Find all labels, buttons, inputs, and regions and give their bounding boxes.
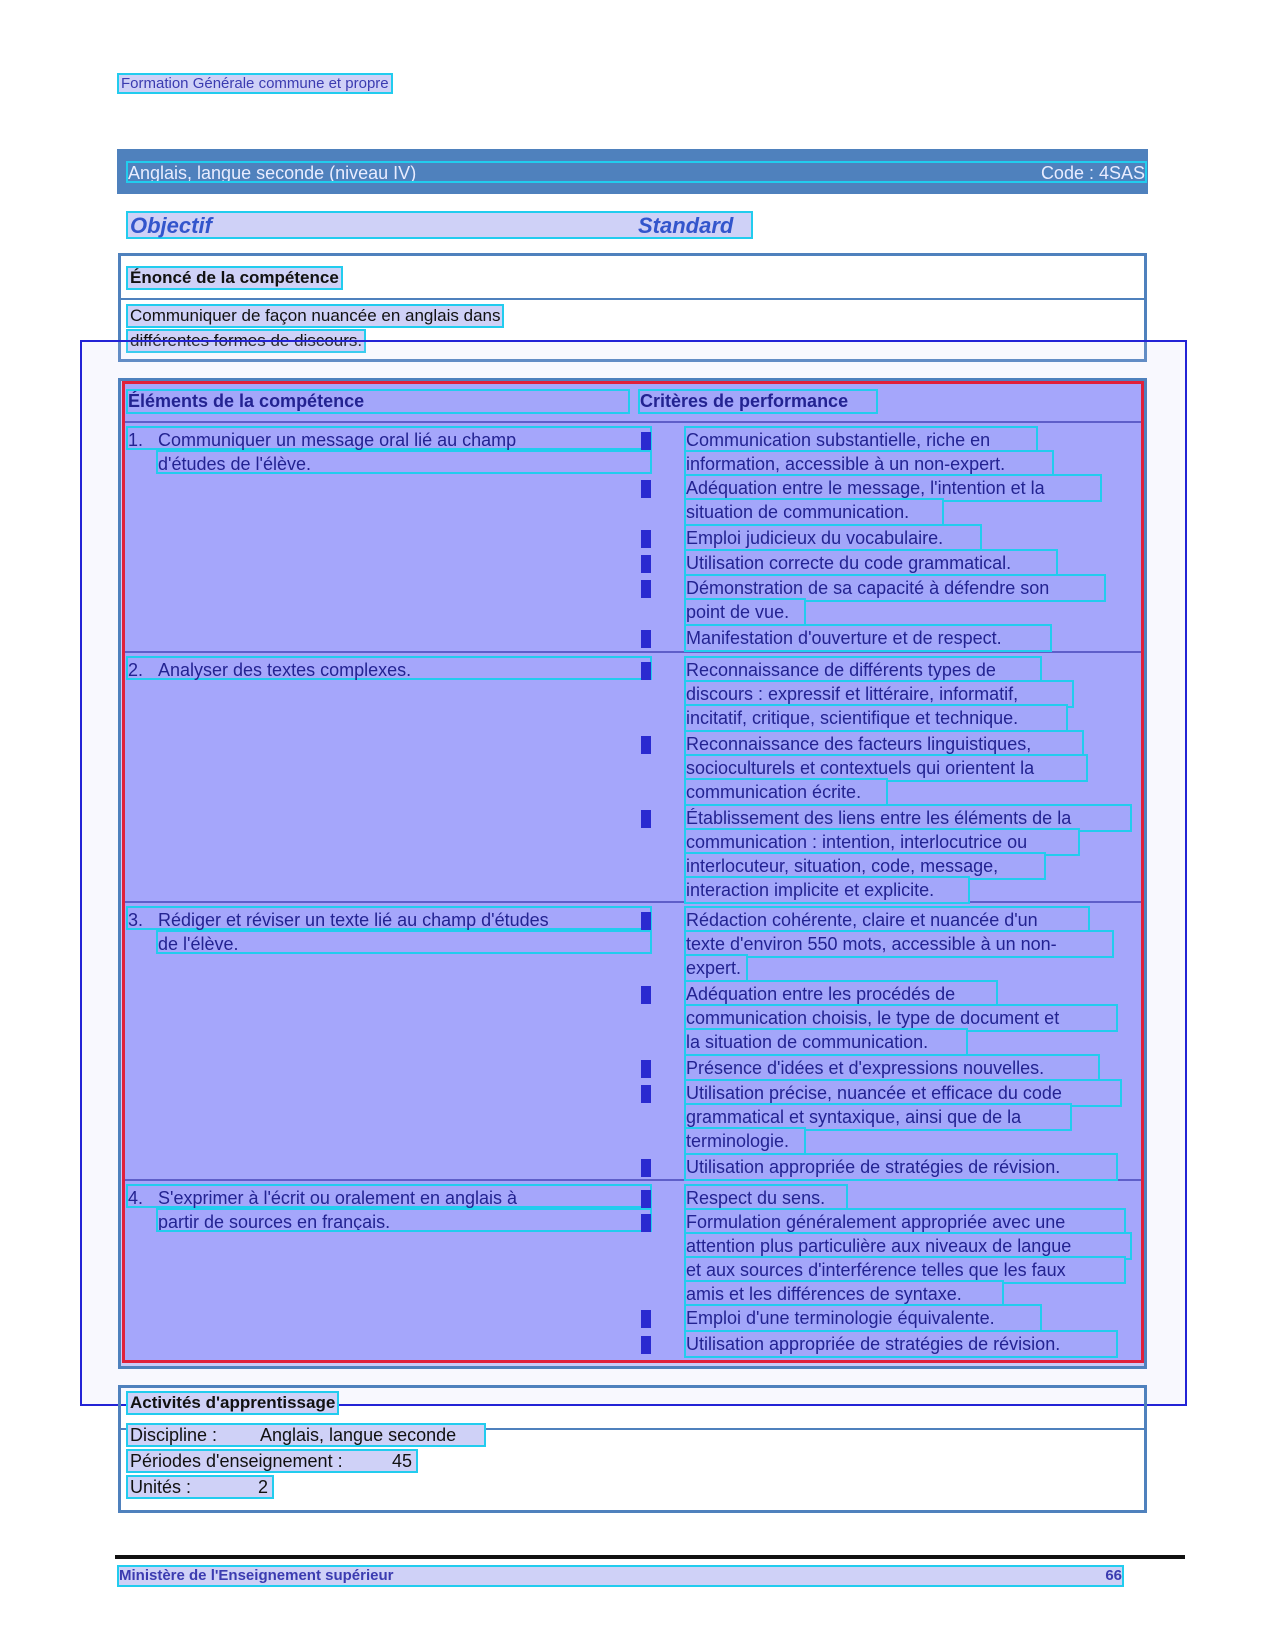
bullet-icon: [641, 810, 651, 828]
criterion-line: Adéquation entre le message, l'intention et la: [686, 476, 1100, 500]
element-line: Rédiger et réviser un texte lié au champ d'études: [158, 910, 549, 930]
bullet-icon: [641, 580, 651, 598]
row-divider: [125, 901, 1141, 903]
col-header-criteres: Critères de performance: [640, 391, 876, 412]
criterion-line: Respect du sens.: [686, 1186, 846, 1210]
element-line: Communiquer un message oral lié au champ: [158, 430, 517, 450]
bullet-icon: [641, 530, 651, 548]
bullet-icon: [641, 662, 651, 680]
discipline-value: Anglais, langue seconde: [260, 1425, 457, 1445]
row-divider: [125, 651, 1141, 653]
element-number: 3.: [128, 910, 144, 930]
criterion-line: communication : intention, interlocutrice ou: [686, 830, 1078, 854]
course-title: Anglais, langue seconde (niveau IV): [128, 163, 417, 183]
periodes-row: [128, 1451, 416, 1471]
element-line: S'exprimer à l'écrit ou oralement en anglais à: [158, 1188, 518, 1208]
criterion-line: et aux sources d'interférence telles que les faux: [686, 1258, 1124, 1282]
enonce-line: Communiquer de façon nuancée en anglais dans: [130, 306, 501, 325]
enonce-line: différentes formes de discours.: [130, 331, 363, 350]
bullet-icon: [641, 1214, 651, 1232]
element-number: 4.: [128, 1188, 144, 1208]
criterion-line: terminologie.: [686, 1129, 804, 1153]
bullet-icon: [641, 1190, 651, 1208]
criterion-line: Présence d'idées et d'expressions nouvelles.: [686, 1056, 1098, 1080]
activites-title: Activités d'apprentissage: [130, 1393, 336, 1412]
bullet-icon: [641, 555, 651, 573]
bullet-icon: [641, 1159, 651, 1177]
criterion-line: information, accessible à un non-expert.: [686, 452, 1052, 476]
criterion-line: Reconnaissance de différents types de: [686, 658, 1040, 682]
criterion-line: communication écrite.: [686, 780, 886, 804]
bullet-icon: [641, 1085, 651, 1103]
criterion-line: expert.: [686, 956, 746, 980]
criterion-line: Utilisation appropriée de stratégies de révision.: [686, 1155, 1116, 1179]
criterion-line: Formulation généralement appropriée avec une: [686, 1210, 1124, 1234]
criterion-line: interlocuteur, situation, code, message,: [686, 854, 1044, 878]
element-number: 1.: [128, 430, 144, 450]
bullet-icon: [641, 630, 651, 648]
col-header-elements: Éléments de la compétence: [128, 391, 628, 412]
ministry-name: Ministère de l'Enseignement supérieur: [119, 1567, 394, 1584]
element-line: Analyser des textes complexes.: [158, 660, 412, 680]
page-footer: [119, 1567, 1122, 1585]
bullet-icon: [641, 432, 651, 450]
element-line: partir de sources en français.: [158, 1210, 650, 1230]
criterion-line: Reconnaissance des facteurs linguistiques,: [686, 732, 1082, 756]
bullet-icon: [641, 986, 651, 1004]
objectif-label: Objectif: [130, 213, 212, 238]
page-number: 66: [1105, 1567, 1122, 1584]
standard-label: Standard: [638, 213, 734, 238]
criterion-line: Manifestation d'ouverture et de respect.: [686, 626, 1050, 650]
discipline-label: Discipline :: [130, 1425, 218, 1445]
criterion-line: situation de communication.: [686, 500, 942, 524]
criterion-line: Adéquation entre les procédés de: [686, 982, 996, 1006]
criterion-line: incitatif, critique, scientifique et technique.: [686, 706, 1066, 730]
bullet-icon: [641, 1060, 651, 1078]
bullet-icon: [641, 912, 651, 930]
element-row-4: [128, 1186, 650, 1206]
criterion-line: Démonstration de sa capacité à défendre son: [686, 576, 1104, 600]
criterion-line: socioculturels et contextuels qui orientent la: [686, 756, 1086, 780]
element-line: de l'élève.: [158, 932, 650, 952]
criterion-line: Emploi judicieux du vocabulaire.: [686, 526, 980, 550]
criterion-line: Utilisation correcte du code grammatical.: [686, 551, 1056, 575]
footer-rule: [115, 1555, 1185, 1559]
unites-label: Unités :: [130, 1477, 192, 1497]
unites-row: [128, 1477, 272, 1497]
criterion-line: interaction implicite et explicite.: [686, 878, 968, 902]
criterion-line: Communication substantielle, riche en: [686, 428, 1036, 452]
element-number: 2.: [128, 660, 144, 680]
bullet-icon: [641, 480, 651, 498]
criterion-line: la situation de communication.: [686, 1030, 966, 1054]
criterion-line: texte d'environ 550 mots, accessible à un non-: [686, 932, 1112, 956]
criterion-line: Établissement des liens entre les éléments de la: [686, 806, 1130, 830]
criterion-line: communication choisis, le type de document et: [686, 1006, 1116, 1030]
element-row-2: [128, 658, 650, 678]
element-row-3: [128, 908, 650, 928]
row-divider: [125, 1179, 1141, 1181]
criterion-line: discours : expressif et littéraire, informatif,: [686, 682, 1072, 706]
bullet-icon: [641, 1336, 651, 1354]
periodes-value: 45: [392, 1451, 413, 1471]
discipline-row: [128, 1425, 484, 1445]
criterion-line: Emploi d'une terminologie équivalente.: [686, 1306, 1040, 1330]
bullet-icon: [641, 1310, 651, 1328]
criterion-line: Utilisation précise, nuancée et efficace du code: [686, 1081, 1120, 1105]
criterion-line: grammatical et syntaxique, ainsi que de la: [686, 1105, 1070, 1129]
criterion-line: attention plus particulière aux niveaux de langue: [686, 1234, 1130, 1258]
criterion-line: point de vue.: [686, 600, 804, 624]
unites-value: 2: [258, 1477, 269, 1497]
element-line: d'études de l'élève.: [158, 452, 650, 472]
enonce-title: Énoncé de la compétence: [130, 268, 339, 287]
running-header: Formation Générale commune et propre: [121, 75, 389, 92]
periodes-label: Périodes d'enseignement :: [130, 1451, 343, 1471]
element-row-1: [128, 428, 650, 448]
title-band-content: [128, 163, 1145, 181]
objectif-standard-bar: [128, 213, 751, 237]
criterion-line: Rédaction cohérente, claire et nuancée d'un: [686, 908, 1088, 932]
criterion-line: amis et les différences de syntaxe.: [686, 1282, 1002, 1306]
bullet-icon: [641, 736, 651, 754]
criterion-line: Utilisation appropriée de stratégies de révision.: [686, 1332, 1116, 1356]
row-divider: [125, 421, 1141, 423]
course-code: Code : 4SAS: [1040, 163, 1145, 183]
